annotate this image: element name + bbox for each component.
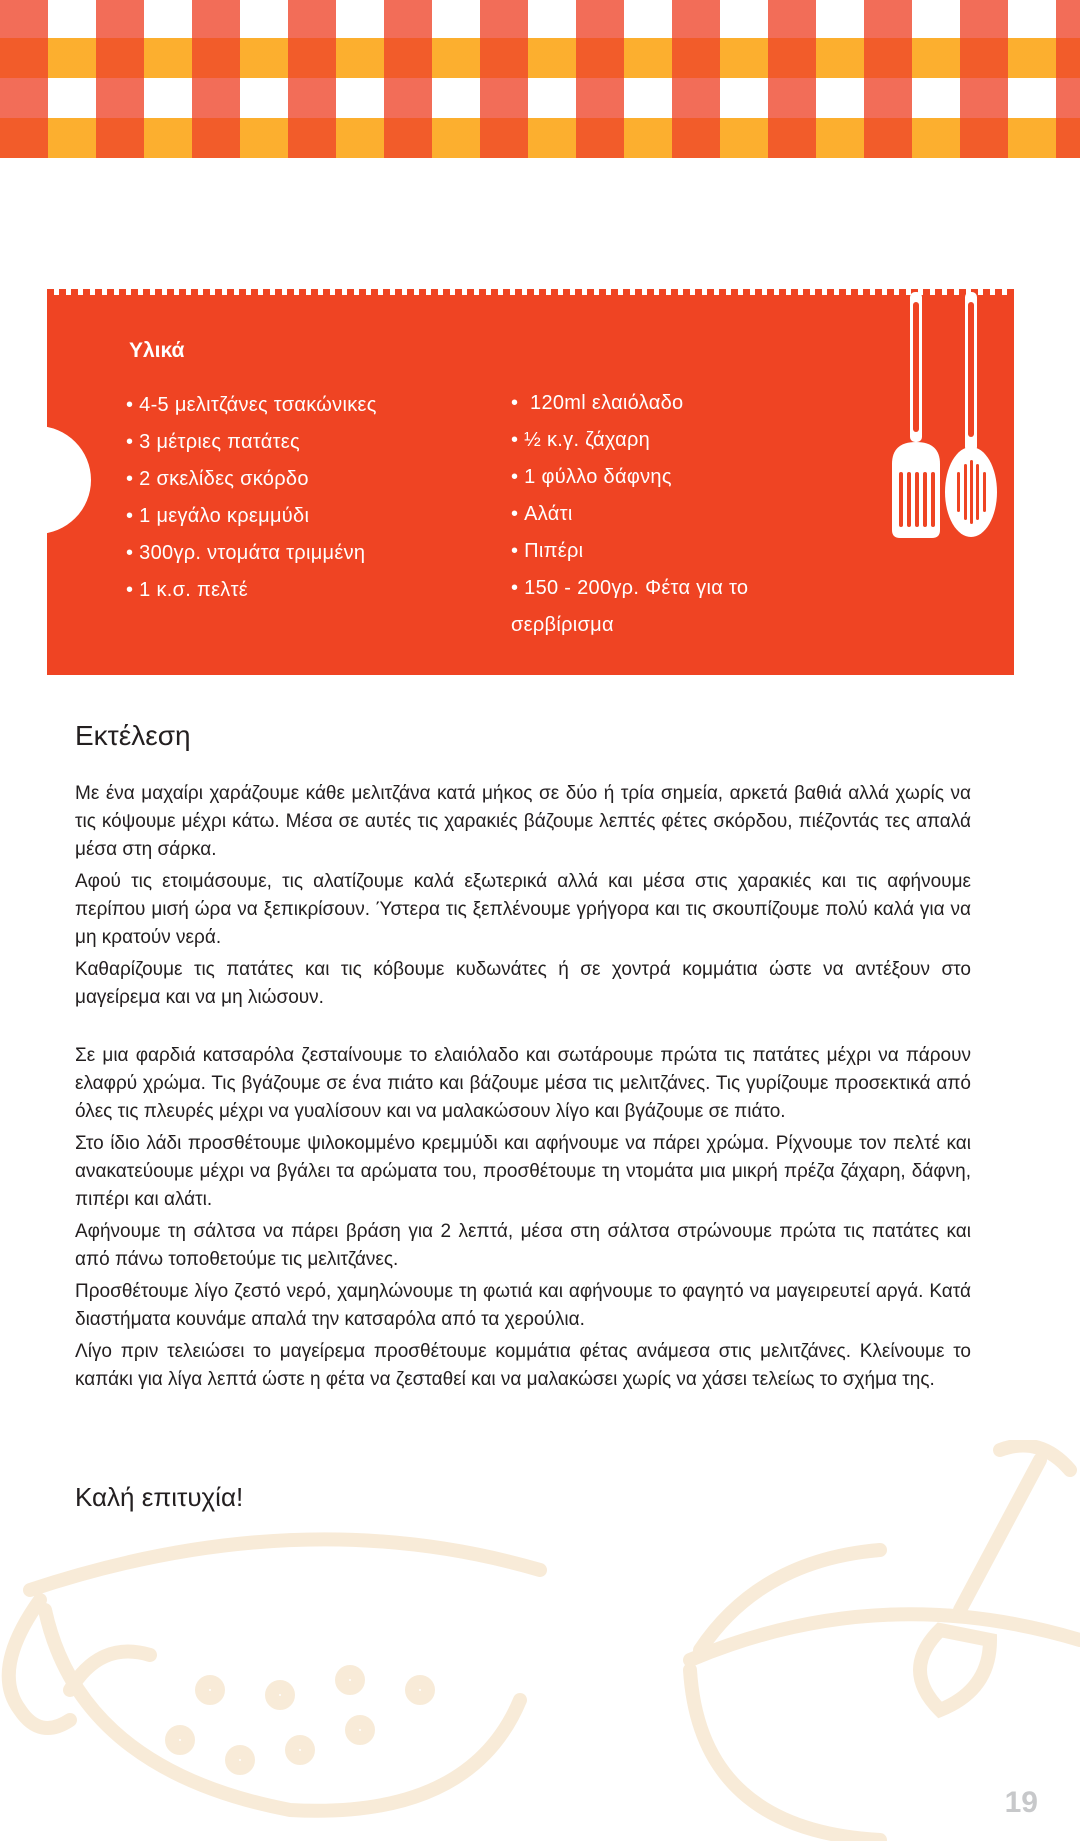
method-paragraph: Σε μια φαρδιά κατσαρόλα ζεσταίνουμε το ελαιόλαδο και σωτάρουμε πρώτα τις πατάτες μέχρι να πάρουν ελαφρύ χρώμα. Τις βγάζουμε σε ένα πιάτο και βάζουμε μέσα τις μελιτζάνες. Τις γυρίζουμε προσεκτικά από όλες τις πλευρές μέχρι να γυαλίσουν και να μαλακώσουν λίγο και βγάζουμε σε πιάτο. bbox=[75, 1045, 971, 1122]
ingredient-item: • 1 κ.σ. πελτέ bbox=[126, 572, 377, 609]
ingredients-list-left bbox=[126, 387, 377, 609]
method-paragraph: Λίγο πριν τελειώσει το μαγείρεμα προσθέτουμε κομμάτια φέτας ανάμεσα στις μελιτζάνες. Κλείνουμε το καπάκι για λίγα λεπτά ώστε η φέτα να ζεσταθεί και να μαλακώσει χωρίς να χάσει τελείως το σχήμα της. bbox=[75, 1341, 971, 1390]
ingredient-item: • Αλάτι bbox=[511, 496, 811, 533]
page-number: 19 bbox=[1004, 1786, 1038, 1819]
ingredient-item: • 1 μεγάλο κρεμμύδι bbox=[126, 498, 377, 535]
ingredient-item: • 2 σκελίδες σκόρδο bbox=[126, 461, 377, 498]
ingredient-item: • ½ κ.γ. ζάχαρη bbox=[511, 422, 811, 459]
method-text bbox=[75, 780, 971, 1398]
closing-wish: Καλή επιτυχία! bbox=[75, 1482, 244, 1512]
method-paragraph: Με ένα μαχαίρι χαράζουμε κάθε μελιτζάνα κατά μήκος σε δύο ή τρία σημεία, αρκετά βαθιά αλλά χωρίς να τις κόψουμε μέχρι κάτω. Μέσα σε αυτές τις χαρακιές βάζουμε λεπτές φέτες σκόρδου, πιέζοντάς τες απαλά μέσα στη σάρκα. bbox=[75, 783, 971, 860]
ingredients-list-right bbox=[511, 385, 811, 644]
method-paragraph: Στο ίδιο λάδι προσθέτουμε ψιλοκομμένο κρεμμύδι και αφήνουμε να πάρει χρώμα. Ρίχνουμε τον πελτέ και ανακατεύουμε μέχρι να βγάλει τα αρώματα του, προσθέτουμε τη ντομάτα μια μικρή πρέζα ζάχαρη, δάφνη, πιπέρι και αλάτι. bbox=[75, 1133, 971, 1210]
ingredient-item: • 1 φύλλο δάφνης bbox=[511, 459, 811, 496]
method-paragraph: Αφού τις ετοιμάσουμε, τις αλατίζουμε καλά εξωτερικά αλλά και μέσα στις χαρακιές και τις αφήνουμε περίπου μισή ώρα να ξεπικρίσουν. Ύστερα τις ξεπλένουμε γρήγορα και τις σκουπίζουμε πολύ καλά για να μη κρατούν νερά. bbox=[75, 871, 971, 948]
ingredient-item: • Πιπέρι bbox=[511, 533, 811, 570]
slotted-spoon-icon bbox=[945, 292, 997, 537]
utensils-illustration bbox=[880, 292, 1010, 542]
ingredient-item: • 4-5 μελιτζάνες τσακώνικες bbox=[126, 387, 377, 424]
checkered-tablecloth-header bbox=[0, 0, 1080, 158]
method-paragraph: Αφήνουμε τη σάλτσα να πάρει βράση για 2 λεπτά, μέσα στη σάλτσα στρώνουμε πρώτα τις πατάτες και από πάνω τοποθετούμε τις μελιτζάνες. bbox=[75, 1221, 971, 1270]
method-title: Εκτέλεση bbox=[75, 720, 191, 751]
ingredients-title: Υλικά bbox=[129, 339, 185, 362]
colander-icon bbox=[9, 1539, 540, 1810]
ingredient-item: • 120ml ελαιόλαδο bbox=[511, 385, 811, 422]
ingredient-item: • 300γρ. ντομάτα τριμμένη bbox=[126, 535, 377, 572]
method-paragraph: Καθαρίζουμε τις πατάτες και τις κόβουμε κυδωνάτες ή σε χοντρά κομμάτια ώστε να αντέξουν στο μαγείρεμα και να μη λιώσουν. bbox=[75, 959, 971, 1008]
mixing-bowl-whisk-icon bbox=[690, 1446, 1080, 1841]
spatula-icon bbox=[892, 292, 940, 538]
ingredient-item: • 3 μέτριες πατάτες bbox=[126, 424, 377, 461]
ingredient-item: • 150 - 200γρ. Φέτα για το σερβίρισμα bbox=[511, 570, 811, 644]
method-paragraph: Προσθέτουμε λίγο ζεστό νερό, χαμηλώνουμε τη φωτιά και αφήνουμε το φαγητό να μαγειρευτεί αργά. Κατά διαστήματα κουνάμε απαλά την κατσαρόλα από τα χερούλια. bbox=[75, 1281, 971, 1330]
